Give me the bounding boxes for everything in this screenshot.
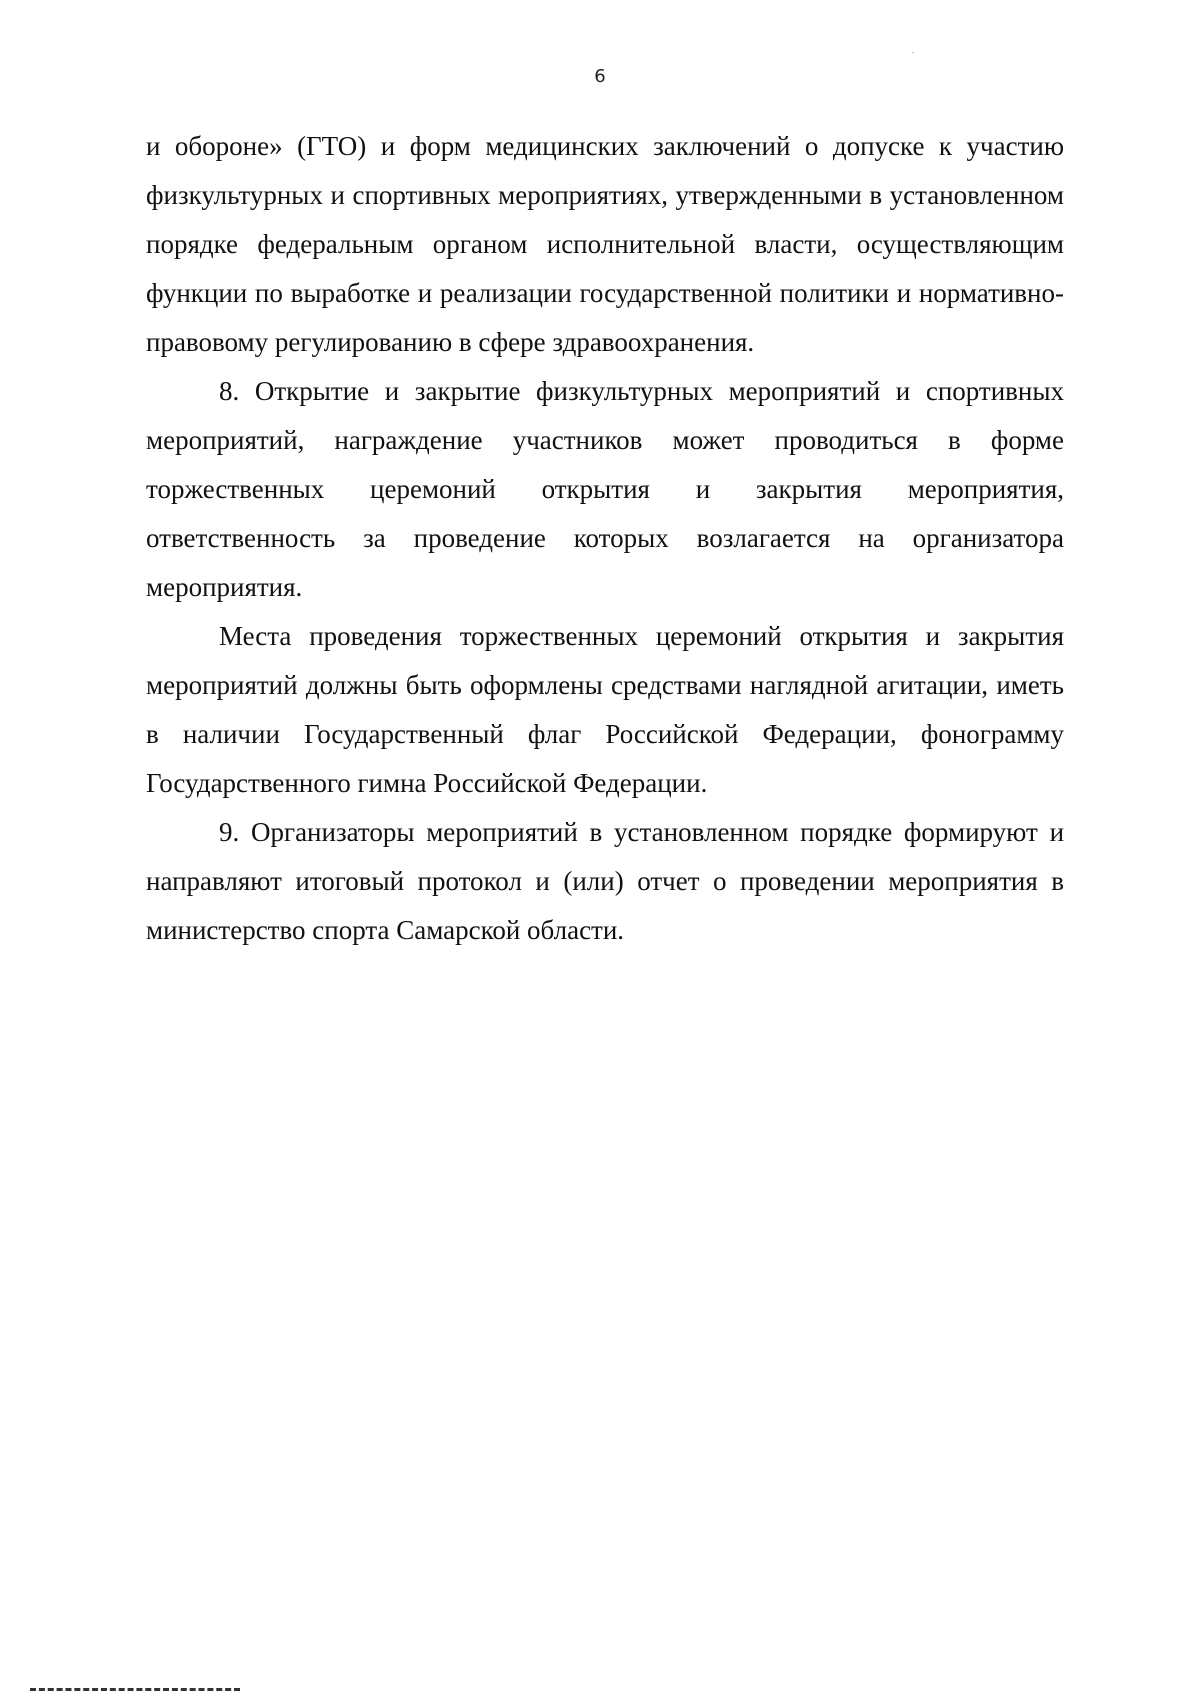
text-line: фонограмму Государственного гимна Российской Федерации. — [146, 719, 1065, 798]
text-line: и обороне» (ГТО) и форм медицинских заключений о допуске к участию — [146, 131, 1064, 161]
text-line: торжественных церемоний открытия и закрытия мероприятия, — [146, 474, 1064, 504]
text-line: 9. Организаторы мероприятий в установленном порядке формируют — [219, 817, 1038, 847]
paragraph-gto-continuation — [146, 122, 1064, 367]
text-line: ответственность за проведение которых возлагается на организатора — [146, 523, 1064, 553]
text-line: иметь в наличии Государственный флаг Российской Федерации, — [146, 670, 1064, 749]
text-line: физкультурных и спортивных мероприятиях, утвержденными — [146, 180, 862, 210]
text-line: мероприятия. — [146, 572, 303, 602]
text-line: политики и нормативно-правовому регулированию в сфере — [146, 278, 1064, 357]
text-line: в министерство спорта Самарской области. — [146, 866, 1065, 945]
paragraph-item-9 — [146, 808, 1064, 955]
scan-speck — [912, 52, 914, 53]
text-line: мероприятий, награждение участников может проводиться в форме — [146, 425, 1064, 455]
text-line: и направляют итоговый протокол и (или) отчет о проведении мероприятия — [146, 817, 1065, 896]
text-line: в установленном порядке федеральным органом исполнительной власти, — [146, 180, 1064, 259]
text-line: здравоохранения. — [552, 327, 755, 357]
text-line: осуществляющим функции по выработке и реализации государственной — [146, 229, 1065, 308]
text-line: мероприятий должны быть оформлены средствами наглядной агитации, — [146, 670, 989, 700]
page-number: 6 — [594, 66, 606, 87]
document-body — [146, 122, 1064, 955]
text-line: Места проведения торжественных церемоний открытия и закрытия — [219, 621, 1064, 651]
bottom-dashed-rule — [30, 1688, 240, 1691]
paragraph-item-8 — [146, 367, 1064, 612]
paragraph-ceremony-venues — [146, 612, 1064, 808]
text-line: 8. Открытие и закрытие физкультурных мероприятий и спортивных — [219, 376, 1064, 406]
